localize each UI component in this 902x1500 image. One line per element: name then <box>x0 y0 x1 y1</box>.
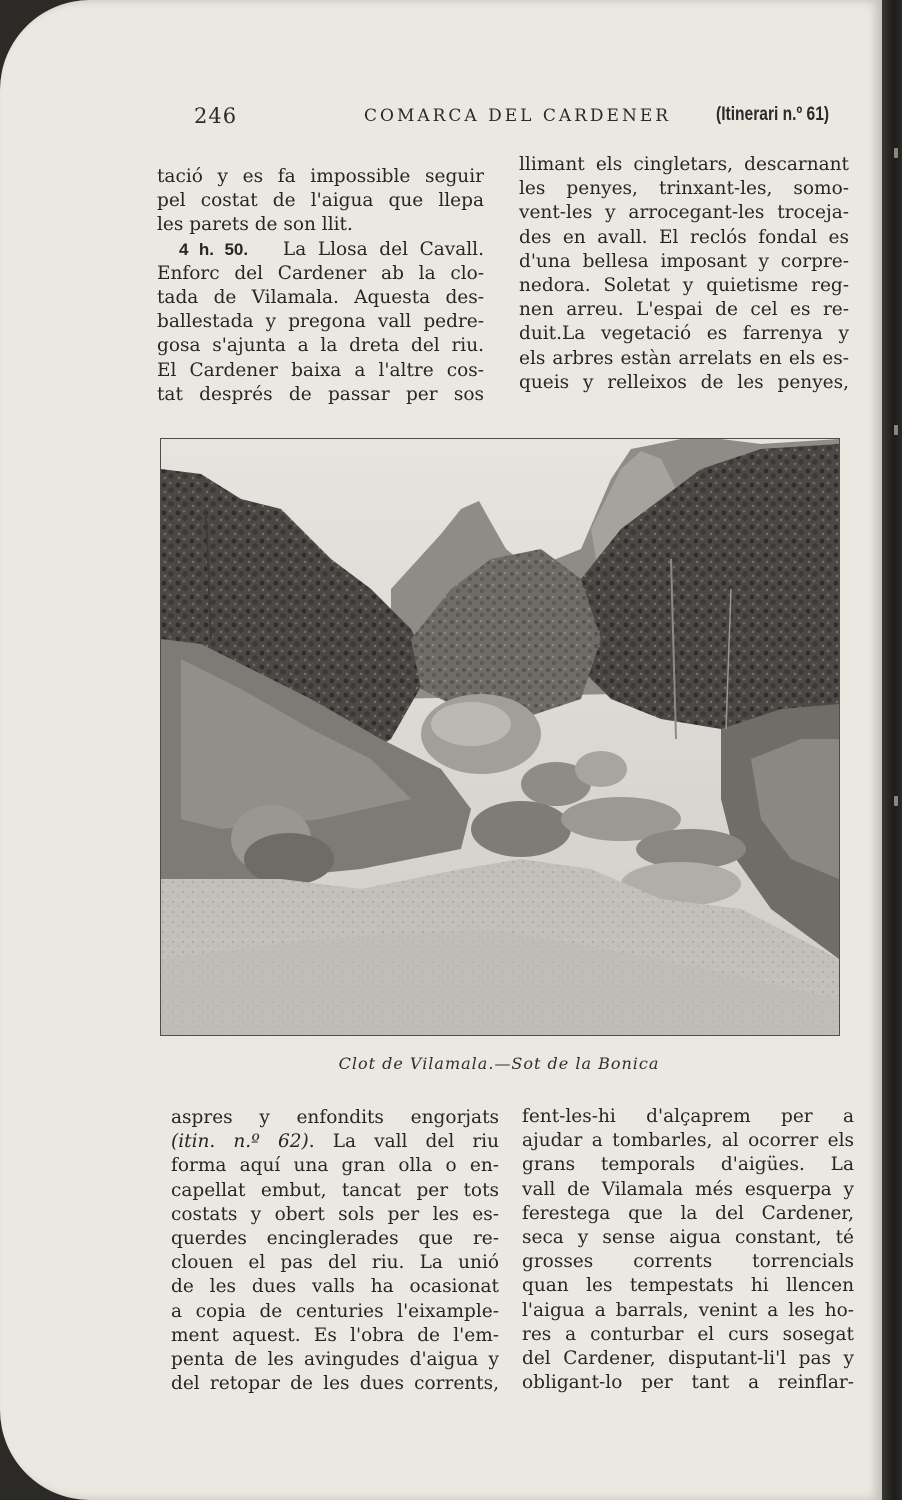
text-line: quan les tempestats hi llencen <box>522 1275 854 1297</box>
text-line: de les dues valls ha ocasionat <box>171 1276 499 1298</box>
text-line: ment aquest. Es l'obra de l'em- <box>171 1324 499 1346</box>
text-line: del retopar de les dues corrents, <box>171 1373 499 1395</box>
text-column-top-left <box>157 165 484 407</box>
text-line: (itin. n.º 62). La vall del riu <box>171 1131 500 1153</box>
text-line: ferestega que la del Cardener, <box>522 1202 854 1224</box>
text-line: Enforc del Cardener ab la clo- <box>157 262 484 284</box>
text-line: l'aigua a barrals, venint a les ho- <box>522 1299 854 1321</box>
text-line: gosa s'ajunta a la dreta del riu. <box>157 335 484 357</box>
photo-caption: Clot de Vilamala.—Sot de la Bonica <box>338 1054 660 1073</box>
running-title: COMARCA DEL CARDENER <box>364 106 672 126</box>
text-line: nedora. Soletat y quietisme reg- <box>519 275 849 297</box>
text-line: aspres y enfondits engorjats <box>171 1107 499 1128</box>
book-edge <box>882 0 902 1500</box>
text-column-bottom-left <box>171 1106 499 1396</box>
text-line: costats y obert sols per les es- <box>171 1203 499 1225</box>
time-marker: 4 h. 50. <box>179 239 249 259</box>
text-line: fent-les-hi d'alçaprem per a <box>522 1106 854 1127</box>
text-line: El Cardener baixa a l'altre cos- <box>157 359 484 381</box>
text-line: ajudar a tombarles, al ocorrer els <box>522 1130 854 1152</box>
text-line: tada de Vilamala. Aquesta des- <box>157 287 484 309</box>
boulder <box>575 751 627 787</box>
boulder <box>471 801 571 857</box>
text-line: nen arreu. L'espai de cel es re- <box>519 299 849 321</box>
text-line: d'una bellesa imposant y corpre- <box>519 250 849 272</box>
text-line: grosses corrents torrencials <box>522 1251 854 1273</box>
text-line: seca y sense aigua constant, té <box>522 1227 854 1249</box>
text-line: duit.La vegetació es farrenya y <box>519 323 849 345</box>
itinerary-reference: (Itinerari n.º 61) <box>716 104 830 125</box>
section-heading: La Llosa del Cavall. <box>282 238 484 260</box>
text-line: res a conturbar el curs sosegat <box>522 1323 854 1345</box>
text-line: del Cardener, disputant-li'l pas y <box>522 1348 854 1370</box>
edge-mark <box>894 796 898 806</box>
text-line: queis y relleixos de les penyes, <box>519 371 849 393</box>
text-line: forma aquí una gran olla o en- <box>171 1155 499 1177</box>
text-line: grans temporals d'aigües. La <box>522 1154 854 1176</box>
text-line <box>157 238 484 262</box>
text-line: des en avall. El reclós fondal es <box>519 226 849 248</box>
text-line: querdes encinglerades que re- <box>171 1228 499 1250</box>
text-line: els arbres estàn arrelats en els es- <box>519 347 849 369</box>
edge-mark <box>894 425 898 435</box>
text-column-bottom-right <box>522 1105 854 1395</box>
text-line: penta de les avingudes d'aigua y <box>171 1349 499 1371</box>
text-line: vall de Vilamala més esquerpa y <box>522 1178 854 1200</box>
text-line: capellat embut, tancat per tots <box>171 1179 499 1201</box>
text-column-top-right <box>519 153 849 395</box>
text-line: tació y es fa impossible seguir <box>157 166 484 187</box>
text-line: vent-les y arrocegant-les troceja- <box>519 202 849 224</box>
text-line: a copia de centuries l'eixample- <box>171 1300 499 1322</box>
text-line: les parets de son llit. <box>157 214 353 236</box>
page-number: 246 <box>194 104 238 128</box>
text-line: ballestada y pregona vall pedre- <box>157 311 484 333</box>
itinerary-cross-reference: (itin. n.º 62) <box>171 1131 309 1153</box>
text-line: les penyes, trinxant-les, somo- <box>519 178 849 200</box>
text-line: clouen el pas del riu. La unió <box>171 1252 499 1274</box>
page-header <box>0 104 882 134</box>
text-line: obligant-lo per tant a reinflar- <box>522 1372 854 1394</box>
text-line: llimant els cingletars, descarnant <box>519 154 849 175</box>
landscape-photograph <box>160 438 840 1036</box>
edge-mark <box>894 148 898 158</box>
text-line: tat després de passar per sos <box>157 383 484 405</box>
text-line: pel costat de l'aigua que llepa <box>157 190 484 212</box>
